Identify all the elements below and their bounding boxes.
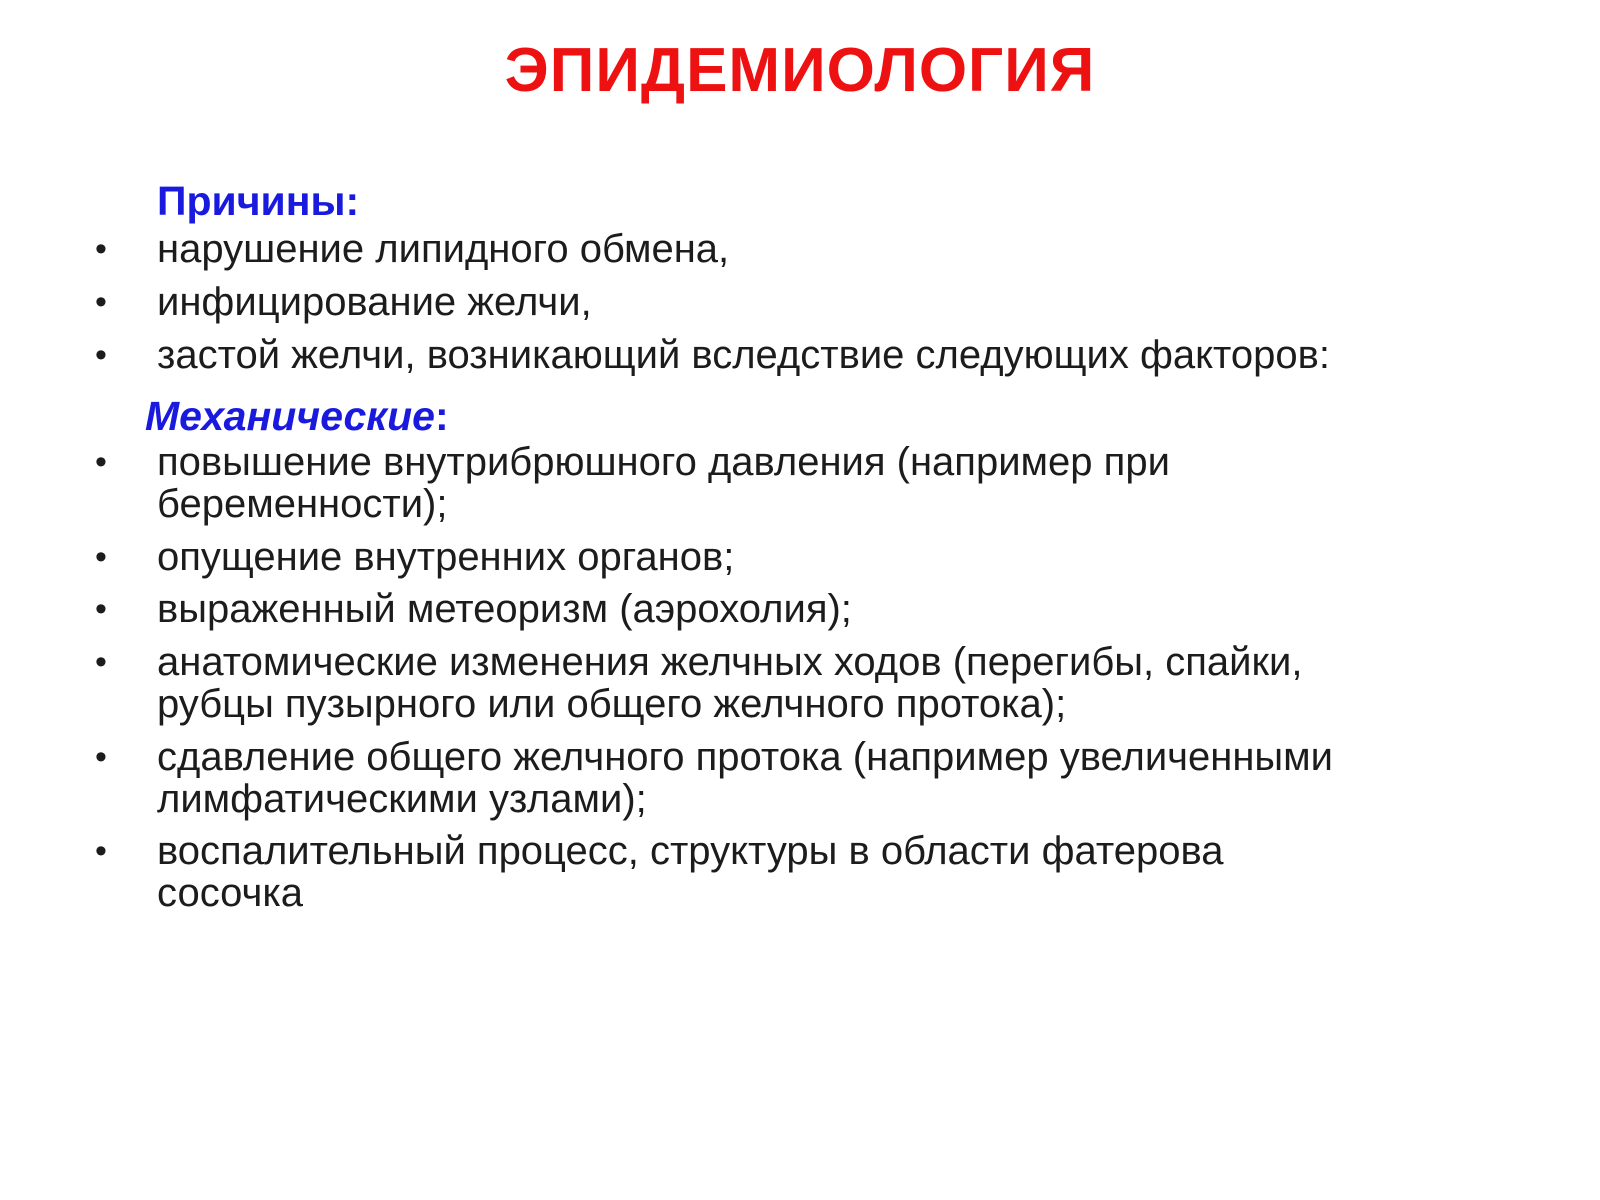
bullet-icon: • (95, 590, 107, 628)
line: воспалительный процесс, структуры в области фатерова (157, 829, 1224, 873)
list-item-text (157, 736, 1537, 820)
list-item-text: нарушение липидного обмена, (157, 227, 730, 271)
mechanical-heading (145, 391, 449, 441)
bullet-icon: • (95, 832, 107, 870)
bullet-icon: • (95, 336, 107, 374)
line: сосочка (157, 871, 303, 915)
bullet-icon: • (95, 443, 107, 481)
line: анатомические изменения желчных ходов (перегибы, спайки, (157, 640, 1303, 684)
line: повышение внутрибрюшного давления (например при (157, 440, 1170, 484)
list-item-text (157, 536, 1537, 578)
line: опущение внутренних органов; (157, 535, 735, 579)
causes-heading: Причины: (157, 178, 360, 224)
page-title: ЭПИДЕМИОЛОГИЯ (504, 36, 1096, 105)
line: выраженный метеоризм (аэрохолия); (157, 587, 852, 631)
mechanical-heading-colon: : (434, 393, 449, 439)
line: сдавление общего желчного протока (например увеличенными (157, 735, 1334, 779)
bullet-icon: • (95, 643, 107, 681)
bullet-icon: • (95, 283, 107, 321)
list-item-text (157, 641, 1537, 725)
list-item-text: инфицирование желчи, (157, 280, 592, 324)
list-item-text (157, 588, 1537, 630)
line: лимфатическими узлами); (157, 777, 647, 821)
line: беременности); (157, 482, 448, 526)
line: рубцы пузырного или общего желчного протока); (157, 682, 1067, 726)
bullet-icon: • (95, 230, 107, 268)
bullet-icon: • (95, 738, 107, 776)
list-item-text: застой желчи, возникающий вследствие следующих факторов: (157, 333, 1331, 377)
mechanical-heading-word: Механические (145, 393, 435, 439)
bullet-icon: • (95, 538, 107, 576)
list-item-text (157, 830, 1537, 914)
list-item-text (157, 441, 1537, 525)
